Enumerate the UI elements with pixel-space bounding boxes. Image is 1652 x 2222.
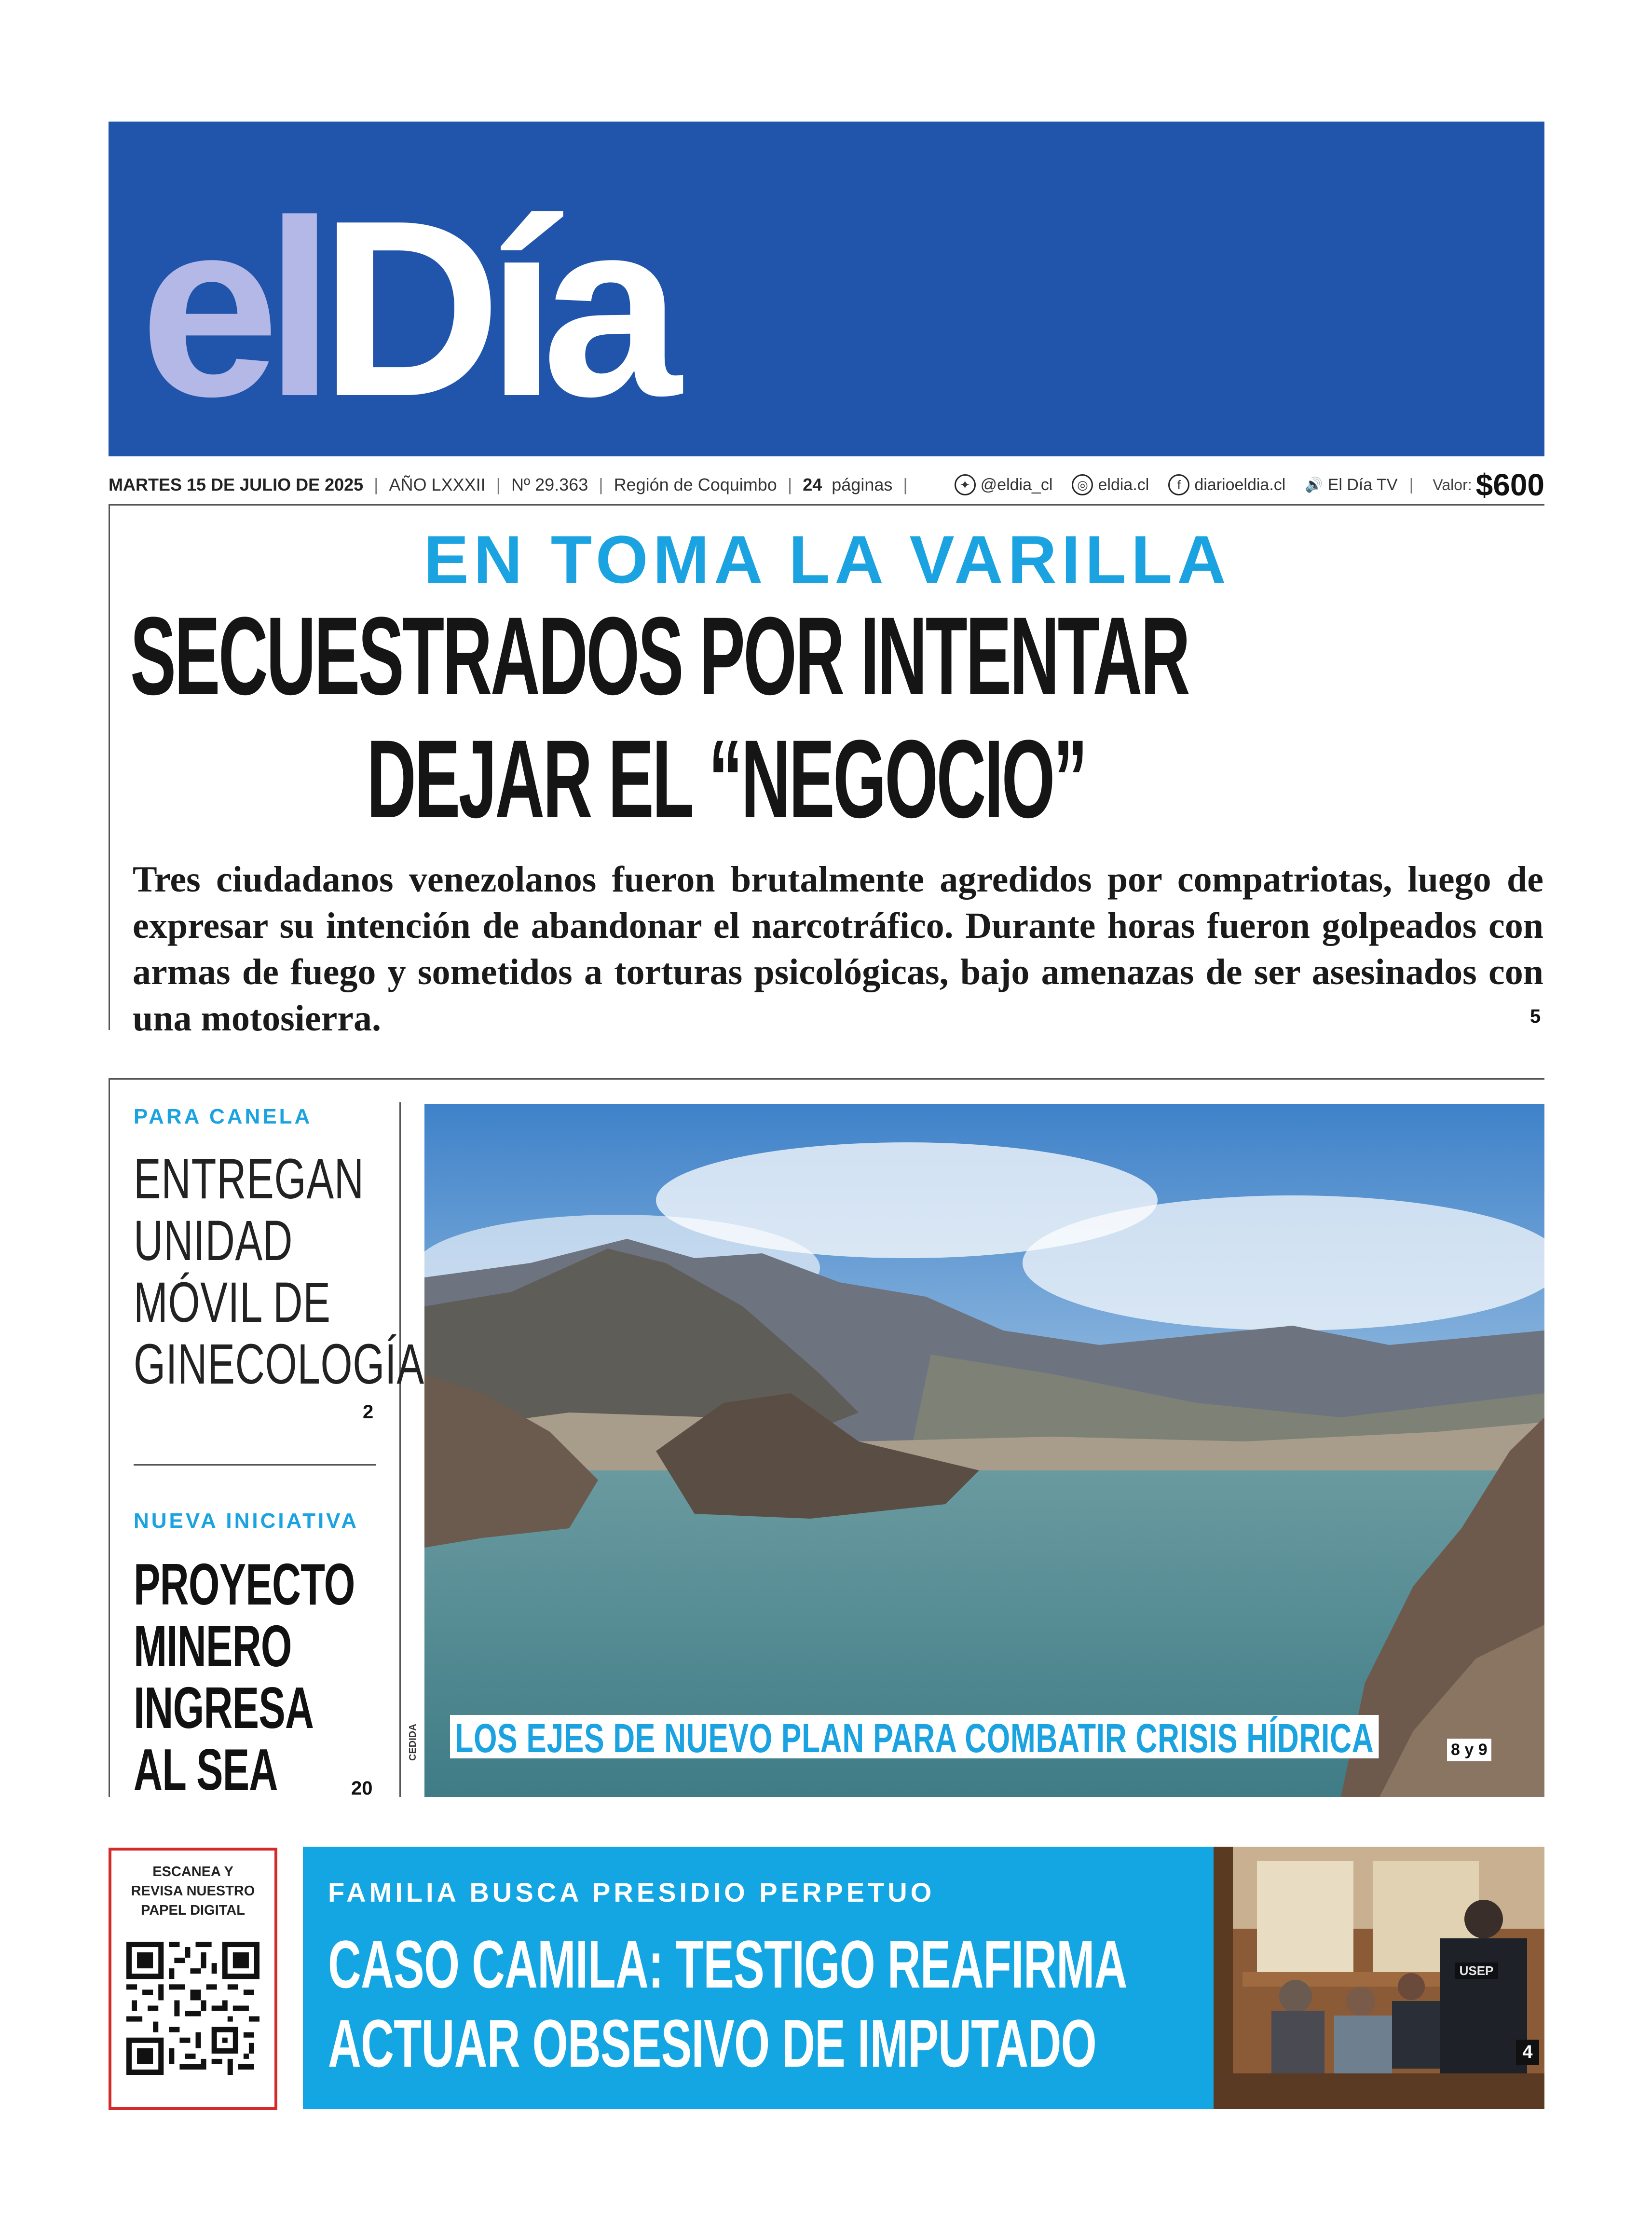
twitter-icon: ✦ — [955, 474, 976, 495]
page-count-label: páginas — [832, 475, 893, 494]
facebook-icon: f — [1168, 474, 1189, 495]
courtroom-photo[interactable] — [1214, 1847, 1544, 2109]
main-headline-line1[interactable]: SECUESTRADOS POR INTENTAR — [130, 594, 1189, 718]
social-tv[interactable]: 🔊 El Día TV | — [1305, 475, 1414, 494]
main-story-deck: Tres ciudadanos venezolanos fueron brutalmente agredidos por compatriotas, luego de expresar su intención de abandonar el narcotráfico. Durante horas fueron golpeados con armas de fuego y sometidos a torturas psicológicas, bajo amenazas de ser asesinados con una motosierra. — [133, 859, 1543, 1039]
reservoir-photo[interactable] — [424, 1104, 1544, 1797]
info-bar: MARTES 15 DE JULIO DE 2025 | AÑO LXXXII | Nº 29.363 | Región de Coquimbo | 24 páginas | ✦ @eldia_cl ◎ eldia.cl f diarioeldia.cl 🔊 El Día TV | Valor: $600 — [109, 467, 1544, 502]
officer-vest-label: USEP — [1459, 1963, 1494, 1978]
photo-credit: CEDIDA — [408, 1724, 418, 1761]
price: $600 — [1475, 467, 1544, 502]
issue-number: Nº 29.363 — [511, 475, 588, 494]
issue-date: MARTES 15 DE JULIO DE 2025 — [109, 475, 364, 494]
side-story-2-headline[interactable]: PROYECTO MINERO INGRESA AL SEA — [134, 1551, 355, 1802]
side-story-divider — [134, 1464, 376, 1466]
side-story-1-kicker: PARA CANELA — [134, 1105, 313, 1128]
price-label: Valor: — [1433, 476, 1472, 494]
social-twitter[interactable]: ✦ @eldia_cl — [955, 474, 1053, 495]
middle-section-side-rule — [109, 1078, 110, 1797]
banner-kicker: FAMILIA BUSCA PRESIDIO PERPETUO — [328, 1877, 935, 1907]
photo-caption-page: 8 y 9 — [1447, 1739, 1491, 1761]
reservoir-photo-image — [424, 1104, 1544, 1797]
side-story-1-headline[interactable]: ENTREGAN UNIDAD MÓVIL DE GINECOLOGÍA — [134, 1147, 424, 1396]
qr-code[interactable] — [126, 1942, 259, 2077]
main-headline-line2[interactable]: DEJAR EL “NEGOCIO” — [367, 717, 1086, 841]
issue-region: Región de Coquimbo — [614, 475, 777, 494]
banner-page: 4 — [1516, 2040, 1539, 2065]
instagram-icon: ◎ — [1072, 474, 1093, 495]
courtroom-photo-image — [1214, 1847, 1544, 2109]
main-story-page: 5 — [1530, 1006, 1541, 1027]
eldia-logo[interactable]: elDía — [140, 168, 667, 449]
middle-section-rule — [109, 1078, 1544, 1080]
page-count: 24 — [803, 475, 822, 494]
photo-caption[interactable]: LOS EJES DE NUEVO PLAN PARA COMBATIR CRISIS HÍDRICA — [450, 1715, 1379, 1758]
social-facebook[interactable]: f diarioeldia.cl — [1168, 474, 1285, 495]
qr-text: ESCANEA Y REVISA NUESTRO PAPEL DIGITAL — [131, 1864, 255, 1918]
social-instagram[interactable]: ◎ eldia.cl — [1072, 474, 1149, 495]
speaker-icon: 🔊 — [1305, 477, 1323, 493]
side-story-2-kicker: NUEVA INICIATIVA — [134, 1509, 359, 1533]
banner-headline[interactable]: CASO CAMILA: TESTIGO REAFIRMA ACTUAR OBSESIVO DE IMPUTADO — [328, 1926, 1127, 2081]
social-links — [935, 467, 1544, 502]
qr-code-image — [126, 1942, 259, 2075]
main-story-rule — [109, 504, 1544, 506]
main-story-kicker: EN TOMA LA VARILLA — [423, 521, 1231, 597]
side-story-2-page: 20 — [351, 1778, 373, 1799]
issue-year: AÑO LXXXII — [389, 475, 486, 494]
side-story-1-page: 2 — [363, 1401, 374, 1423]
